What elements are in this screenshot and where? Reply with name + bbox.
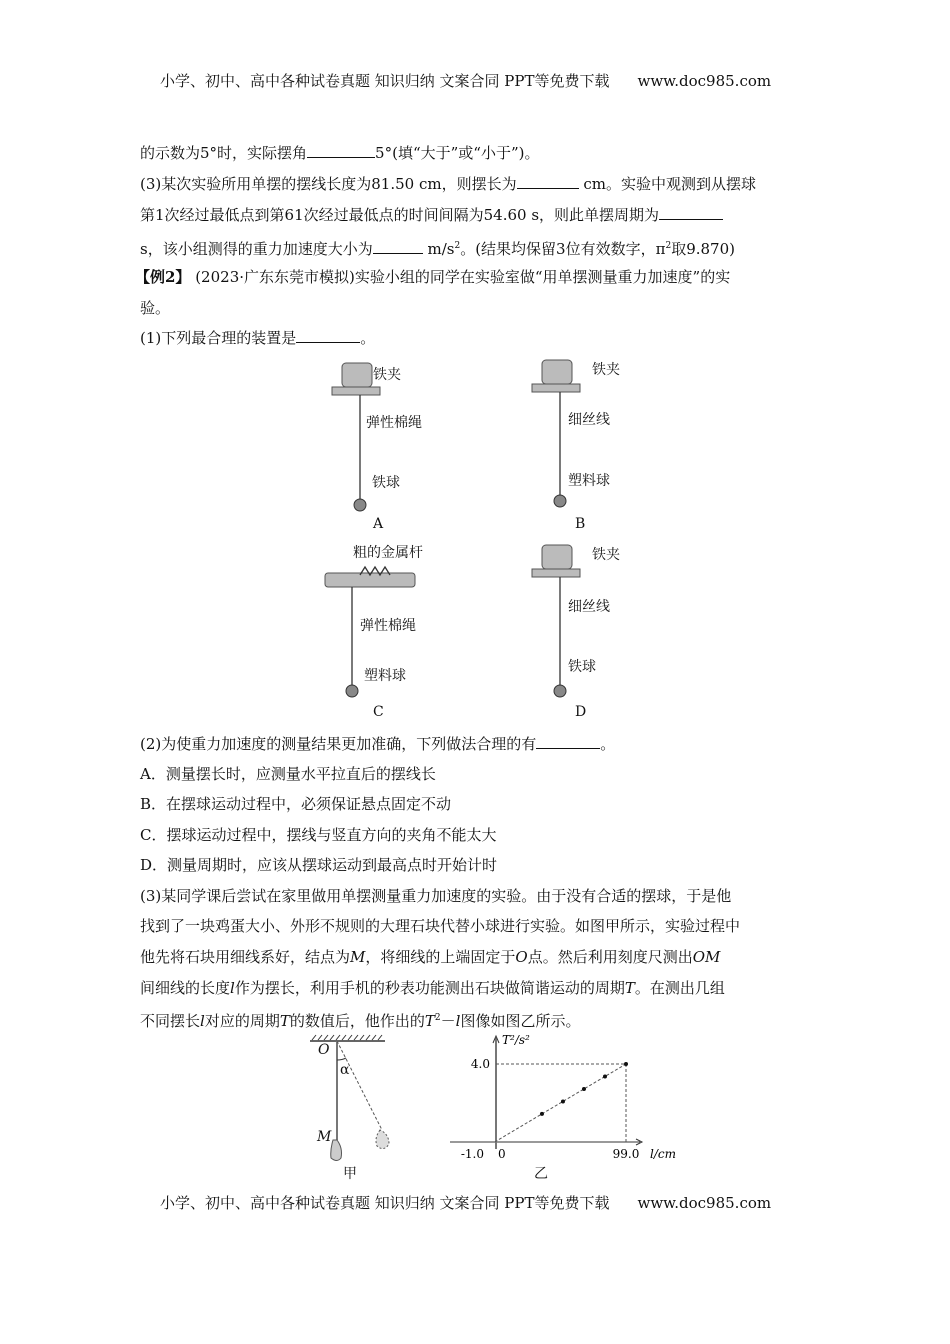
angle-alpha-label: α	[340, 1062, 350, 1078]
question-2: (2)为使重力加速度的测量结果更加准确，下列做法合理的有 。	[140, 735, 616, 753]
example-heading: 【例2】 (2023·广东东莞市模拟)实验小组的同学在实验室做“用单摆测量重力加速度”的实	[135, 268, 731, 286]
option-C-caption: C	[373, 704, 384, 720]
option-B: B．在摆球运动过程中，必须保证悬点固定不动	[140, 795, 452, 813]
label-B-ball: 塑料球	[568, 473, 610, 489]
question-3: (3)某同学课后尝试在家里做用单摆测量重力加速度的实验。由于没有合适的摆球，于是他	[140, 887, 732, 905]
x-tick-label: 99.0	[612, 1147, 640, 1161]
x-tick-label: -1.0	[460, 1147, 484, 1161]
option-D-caption: D	[575, 704, 587, 720]
figure-yi-caption-jia: 甲	[343, 1166, 357, 1182]
text-line: 第1次经过最低点到第61次经过最低点的时间间隔为54.60 s，则此单摆周期为	[140, 205, 723, 225]
option-B-caption: B	[575, 516, 586, 532]
label-D-ball: 铁球	[568, 659, 596, 675]
label-C-string: 弹性棉绳	[360, 618, 416, 634]
header-text: 小学、初中、高中各种试卷真题 知识归纳 文案合同 PPT等免费下载	[160, 72, 610, 90]
y-tick-label: 4.0	[470, 1057, 490, 1071]
point-M-label: M	[317, 1129, 332, 1145]
text-line: 间细线的长度l作为摆长，利用手机的秒表功能测出石块做简谐运动的周期T。在测出几组	[140, 979, 725, 997]
text-line: 的示数为5°时，实际摆角 5°(填“大于”或“小于”)。	[140, 144, 540, 162]
t2-l-chart	[440, 1030, 690, 1165]
label-B-clamp: 铁夹	[592, 362, 620, 378]
label-D-string: 细丝线	[568, 599, 610, 615]
option-A: A．测量摆长时，应测量水平拉直后的摆线长	[140, 765, 436, 783]
text-line: 他先将石块用细线系好，结点为M，将细线的上端固定于O点。然后利用刻度尺测出OM	[140, 948, 721, 966]
point-O-label: O	[318, 1042, 330, 1058]
data-point	[561, 1099, 565, 1103]
label-B-string: 细丝线	[568, 412, 610, 428]
question-1: (1)下列最合理的装置是 。	[140, 329, 376, 347]
text-line: 找到了一块鸡蛋大小、外形不规则的大理石块代替小球进行实验。如图甲所示，实验过程中	[140, 917, 741, 935]
text-line: 验。	[140, 299, 171, 317]
label-C-ball: 塑料球	[364, 668, 406, 684]
footer-text: 小学、初中、高中各种试卷真题 知识归纳 文案合同 PPT等免费下载	[160, 1194, 610, 1212]
footer-url: www.doc985.com	[637, 1194, 772, 1212]
data-point	[603, 1074, 607, 1078]
text-line: 不同摆长l对应的周期T的数值后，他作出的$T^2-l$图像如图乙所示。	[140, 1012, 581, 1030]
text-line: s，该小组测得的重力加速度大小为 $m/s^2$。(结果均保留3位有效数字，$\pi^2$取9.870)	[140, 240, 735, 258]
x-tick-label: 0	[498, 1147, 506, 1161]
page-footer	[160, 1192, 771, 1213]
label-D-clamp: 铁夹	[592, 547, 620, 563]
page-header	[160, 70, 771, 91]
data-point	[540, 1112, 544, 1116]
text-line: (3)某次实验所用单摆的摆线长度为81.50 cm，则摆长为 cm。实验中观测到从摆球	[140, 175, 756, 193]
option-D: D．测量周期时，应该从摆球运动到最高点时开始计时	[140, 856, 498, 874]
header-url: www.doc985.com	[637, 72, 772, 90]
label-A-ball: 铁球	[372, 475, 400, 491]
x-axis-label: l/cm	[650, 1147, 676, 1161]
label-A-string: 弹性棉绳	[366, 415, 422, 431]
data-point	[624, 1062, 628, 1066]
figure-yi-caption: 乙	[534, 1166, 548, 1182]
option-A-caption: A	[373, 516, 384, 532]
option-C: C．摆球运动过程中，摆线与竖直方向的夹角不能太大	[140, 826, 497, 844]
y-axis-label: T²/s²	[502, 1033, 530, 1047]
data-point	[582, 1087, 586, 1091]
label-A-clamp: 铁夹	[373, 367, 401, 383]
label-C-rod: 粗的金属杆	[353, 545, 423, 561]
